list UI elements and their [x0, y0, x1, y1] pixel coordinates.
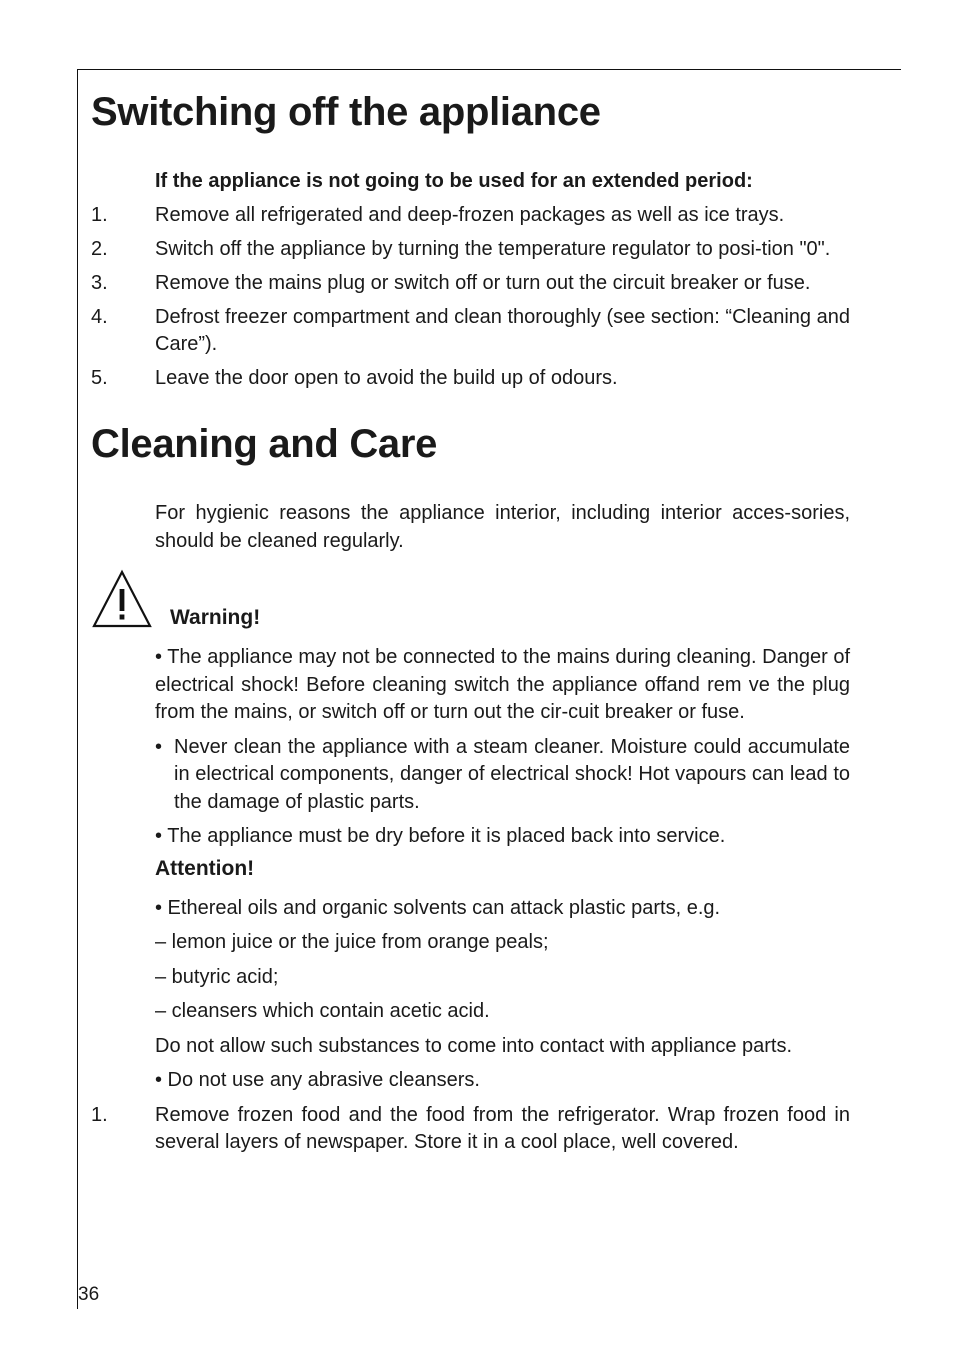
step-number: 5.	[91, 367, 108, 389]
cleaning-steps	[91, 1102, 850, 1156]
warning-bullet-3: • The appliance must be dry before it is placed back into service.	[155, 825, 726, 847]
list-item	[91, 304, 850, 358]
list-item	[91, 270, 850, 297]
section-title-cleaning-care: Cleaning and Care	[91, 422, 438, 466]
warning-label: Warning!	[170, 606, 261, 629]
switch-off-steps	[91, 202, 850, 392]
step-text: Switch off the appliance by turning the temperature regulator to posi-tion "0".	[155, 238, 831, 260]
warning-triangle-icon	[91, 569, 153, 629]
step-number: 3.	[91, 272, 108, 294]
step-number: 1.	[91, 204, 108, 226]
warning-bullet-1: • The appliance may not be connected to the mains during cleaning. Danger of electrical shock! Before cleaning switch the appliance offand rem ve the plug from the mains, or switch off or turn out the cir-cuit breaker or fuse.	[155, 646, 850, 723]
warning-header	[91, 569, 850, 637]
attention-bullet-2: • Do not use any abrasive cleansers.	[155, 1069, 480, 1091]
step-text: Defrost freezer compartment and clean thoroughly (see section: “Cleaning and Care”).	[155, 306, 850, 355]
attention-dash-2: – butyric acid;	[155, 965, 279, 988]
list-item	[91, 202, 850, 229]
attention-note: Do not allow such substances to come into contact with appliance parts.	[155, 1034, 793, 1057]
list-item	[91, 1102, 850, 1156]
section-title-switching-off: Switching off the appliance	[91, 90, 601, 134]
list-item	[91, 365, 850, 392]
list-item	[91, 236, 850, 263]
page-content	[91, 70, 850, 1156]
page-frame-left-rule	[77, 69, 78, 1309]
page-number: 36	[78, 1284, 100, 1305]
step-number: 1.	[91, 1103, 108, 1126]
step-text: Remove all refrigerated and deep-frozen packages as well as ice trays.	[155, 204, 785, 226]
attention-dash-3: – cleansers which contain acetic acid.	[155, 1000, 490, 1022]
warning-block	[155, 644, 850, 1095]
step-text: Remove frozen food and the food from the refrigerator. Wrap frozen food in several layers of newspaper. Store it in a cool place, well covered.	[155, 1103, 850, 1153]
bullet-mark: •	[155, 735, 163, 758]
attention-label: Attention!	[155, 856, 255, 880]
warning-bullet-2	[155, 734, 850, 817]
intro-paragraph: For hygienic reasons the appliance interior, including interior acces-sories, should be cleaned regularly.	[155, 502, 850, 552]
step-text: Remove the mains plug or switch off or turn out the circuit breaker or fuse.	[155, 272, 811, 294]
attention-dash-1: – lemon juice or the juice from orange peals;	[155, 931, 549, 953]
lead-text: If the appliance is not going to be used for an extended period:	[155, 170, 753, 192]
warning-bullet-2-text: Never clean the appliance with a steam cleaner. Moisture could accumulate in electrical components, danger of electrical shock! Hot vapours can lead to the damage of plastic parts.	[174, 735, 850, 813]
step-number: 4.	[91, 306, 108, 328]
step-text: Leave the door open to avoid the build up of odours.	[155, 367, 618, 389]
attention-bullet-1: • Ethereal oils and organic solvents can attack plastic parts, e.g.	[155, 896, 721, 919]
step-number: 2.	[91, 238, 108, 260]
